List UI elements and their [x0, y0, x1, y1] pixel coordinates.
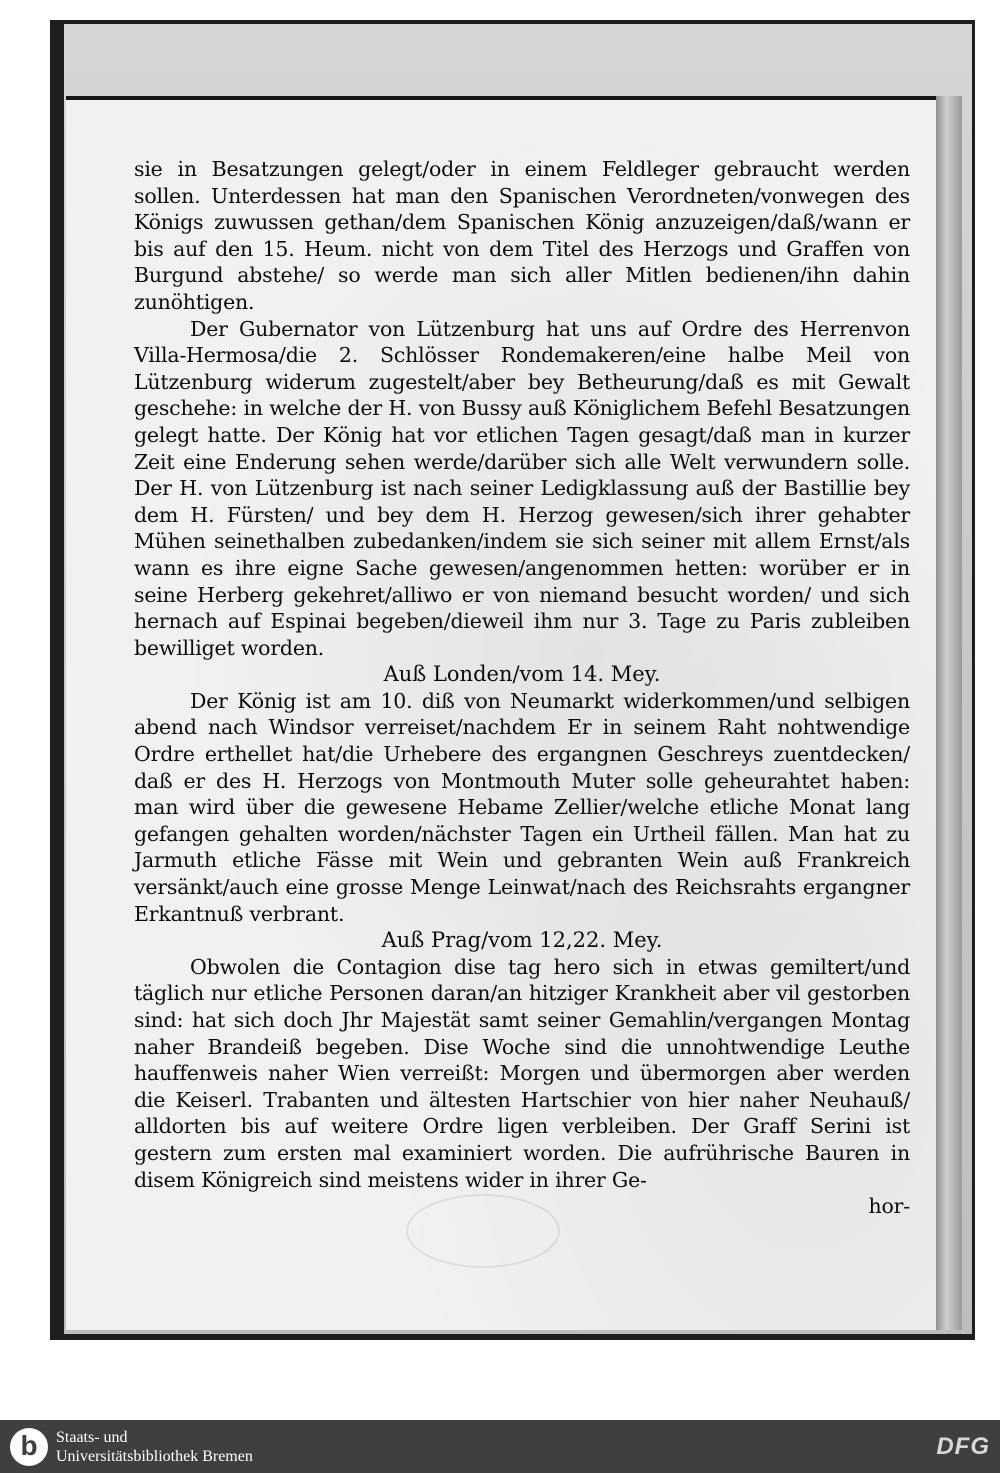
footer-bar — [0, 1420, 1000, 1473]
dfg-logo: DFG — [936, 1433, 990, 1460]
heading-london: Auß Londen/vom 14. Mey. — [383, 662, 661, 687]
printed-page — [66, 96, 936, 1330]
library-name-line-2: Universitätsbibliothek Bremen — [56, 1448, 253, 1465]
paragraph-3: Der König ist am 10. diß von Neumarkt widerkommen/und selbigen abend nach Windsor verreiset/nachdem Er in seinem Raht nohtwendige Ordre erthellet hat/die Urhebere des ergangnen Geschreys zuentdecken/ daß er des H. Herzogs von Montmouth Muter solle geheurahtet haben: man wird über die gewesene Hebame Zellier/welche etliche Monat lang gefangen gehalten worden/nächster Tagen ein Urtheil fällen. Man hat zu Jarmuth etliche Fässe mit Wein und gebranten Wein auß Frankreich versänkt/auch eine grosse Menge Leinwat/nach des Reichsrahts ergangner Erkantnuß verbrant. — [134, 688, 910, 926]
paragraph-2: Der Gubernator von Lützenburg hat uns auf Ordre des Herrenvon Villa-Hermosa/die 2. Schlösser Rondemakeren/eine halbe Meil von Lützenburg widerum zugestelt/aber bey Betheurung/daß es mit Gewalt geschehe: in welche der H. von Bussy auß Königlichem Befehl Besatzungen gelegt hatte. Der König hat vor etlichen Tagen gesagt/daß man in kurzer Zeit eine Enderung sehen werde/darüber sich alle Welt verwundern solle. Der H. von Lützenburg ist nach seiner Ledigklassung auß der Bastillie bey dem H. Fürsten/ und bey dem H. Herzog gewesen/sich ihrer gehabter Mühen seinethalben zubedanken/indem sie sich seiner mit allem Ernst/als wann es ihre eigne Sache gewesen/angenommen hetten: worüber er in seine Herberg gekehret/alliwo er von niemand besucht worden/ und sich hernach auf Espinai begeben/dieweil ihm nur 3. Tage zu Paris zubleiben bewilliget worden. — [134, 316, 910, 660]
paragraph-1: sie in Besatzungen gelegt/oder in einem Feldleger gebraucht werden sollen. Unterdessen hat man den Spanischen Verordneten/vonwegen des Königs zuwussen gethan/dem Spanischen König anzuzeigen/daß/wann er bis auf den 15. Heum. nicht von dem Titel des Herzogs und Graffen von Burgund abstehe/ so werde man sich aller Mitlen bedienen/ihn dahin zunöhtigen. — [134, 157, 910, 314]
top-rule — [66, 96, 936, 100]
heading-prag: Auß Prag/vom 12,22. Mey. — [381, 928, 663, 953]
library-logo-icon: b — [10, 1428, 48, 1466]
text-block — [134, 156, 910, 1220]
catchword: hor- — [868, 1194, 910, 1219]
paragraph-4: Obwolen die Contagion dise tag hero sich in etwas gemiltert/und täglich nur etliche Personen daran/an hitziger Krankheit aber vil gestorben sind: hat sich doch Jhr Majestät samt seiner Gemahlin/vergangen Montag naher Brandeiß begeben. Dise Woche sind die unnohtwendige Leuthe hauffenweis naher Wien verreißt: Morgen und übermorgen aber werden die Keiserl. Trabanten und ältesten Hartschier von hier naher Neuhauß/ alldorten bis auf weitere Ordre ligen verbleiben. Der Graff Serini ist gestern zum ersten mal examiniert worden. Die aufrührische Bauren in disem Königreich sind meistens wider in ihrer Ge- — [134, 954, 910, 1192]
library-name-line-1: Staats- und — [56, 1429, 128, 1446]
library-name — [56, 1428, 253, 1466]
page-edge — [936, 96, 962, 1330]
